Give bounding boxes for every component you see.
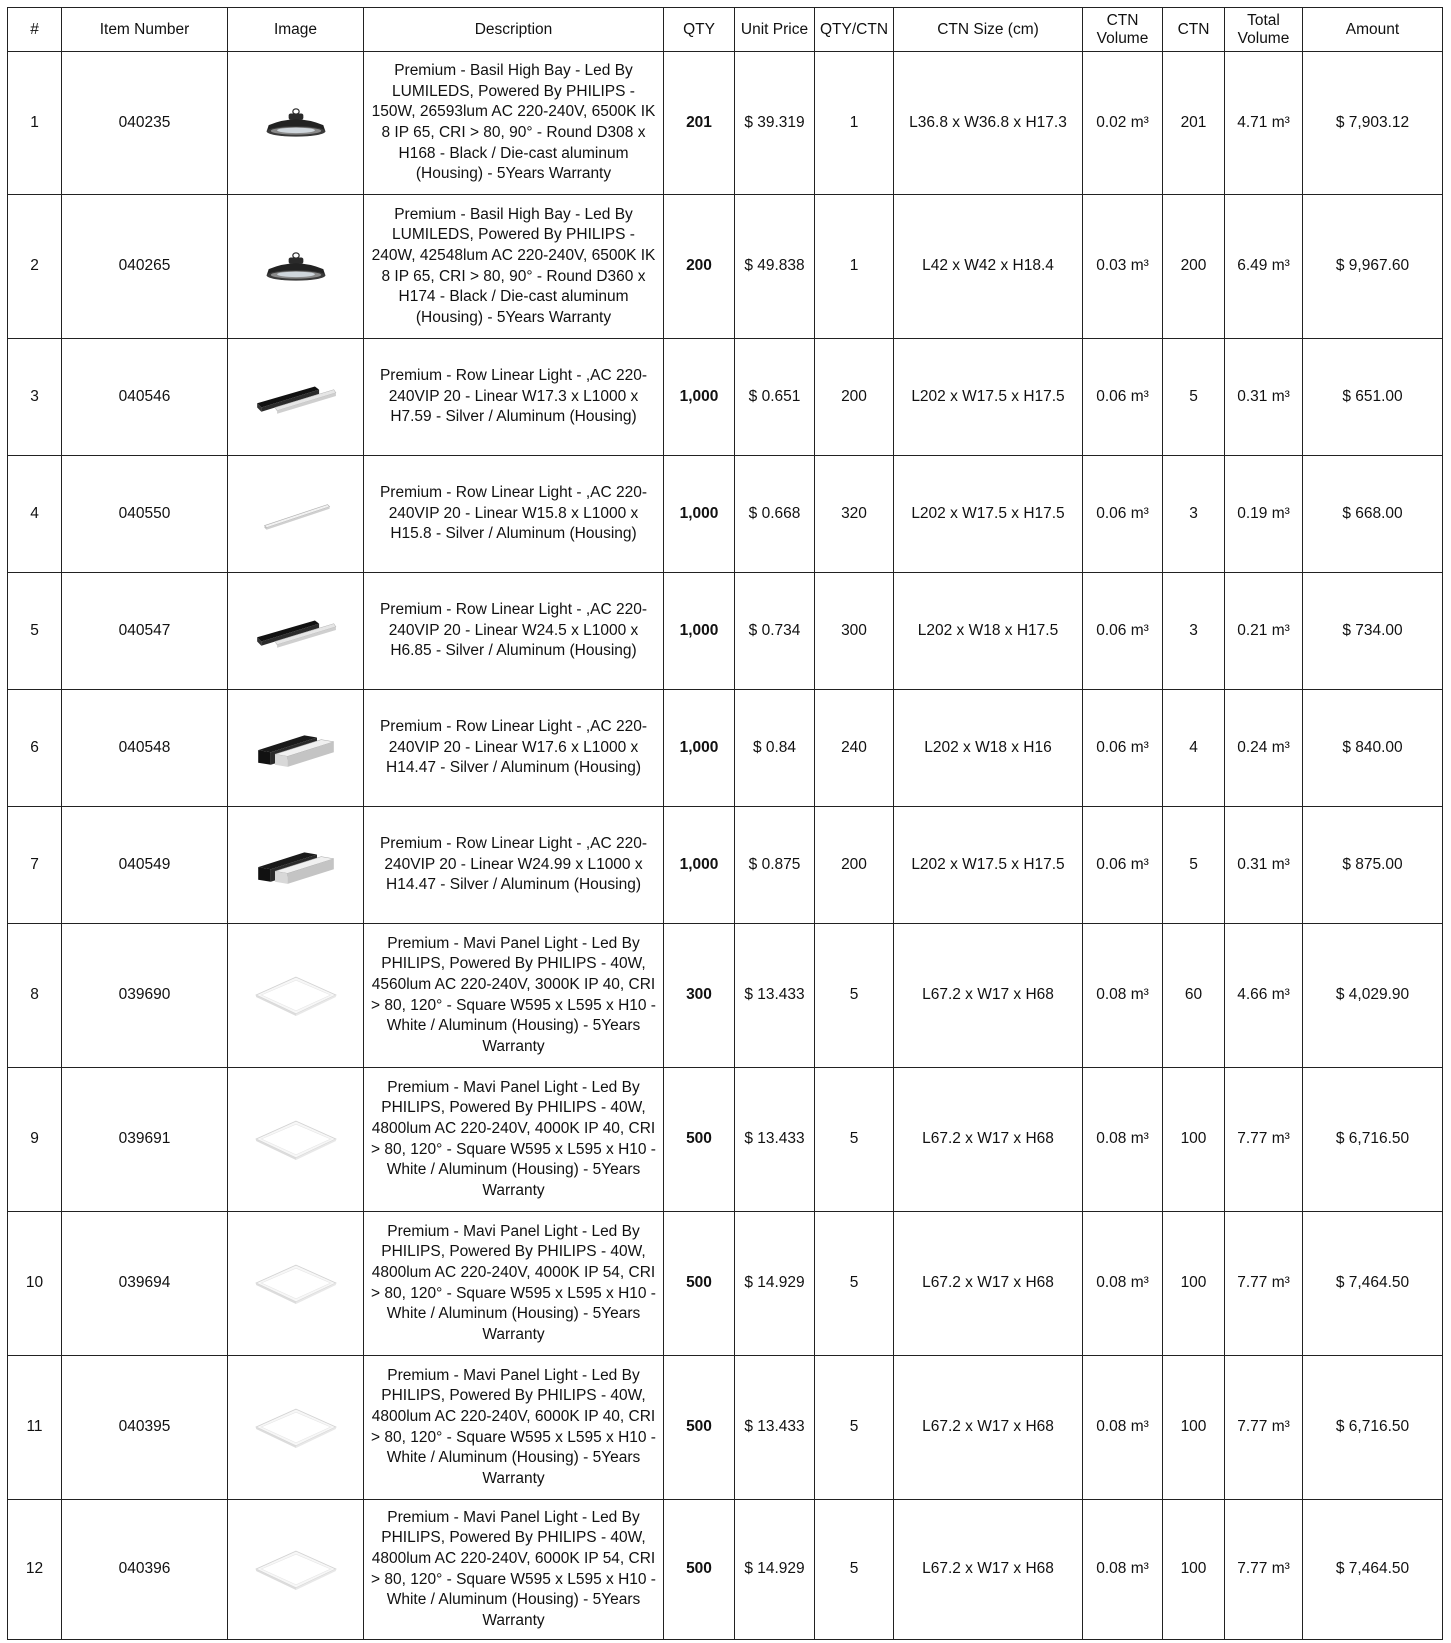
unit-price: $ 14.929 xyxy=(735,1500,815,1640)
description: Premium - Mavi Panel Light - Led By PHILIPS, Powered By PHILIPS - 40W, 4800lum AC 220-240V, 6000K IP 54, CRI > 80, 120° - Square W595 x L595 x H10 - White / Aluminum (Housing) - 5Years Warranty xyxy=(364,1500,664,1640)
product-image-cell xyxy=(228,924,364,1068)
qty: 500 xyxy=(664,1356,735,1500)
description: Premium - Row Linear Light - ,AC 220-240VIP 20 - Linear W24.5 x L1000 x H6.85 - Silver / Aluminum (Housing) xyxy=(364,573,664,690)
ctn-size: L67.2 x W17 x H68 xyxy=(894,924,1083,1068)
column-header-description: Description xyxy=(364,8,664,52)
row-index: 3 xyxy=(8,339,62,456)
amount: $ 668.00 xyxy=(1303,456,1443,573)
column-header-amount: Amount xyxy=(1303,8,1443,52)
product-image-cell xyxy=(228,52,364,195)
total-volume: 0.31 m³ xyxy=(1225,807,1303,924)
unit-price: $ 13.433 xyxy=(735,924,815,1068)
total-volume: 0.24 m³ xyxy=(1225,690,1303,807)
column-header-ctn-size: CTN Size (cm) xyxy=(894,8,1083,52)
linear-profile-white-image xyxy=(254,493,338,535)
total-volume: 6.49 m³ xyxy=(1225,195,1303,339)
ctn-count: 5 xyxy=(1163,807,1225,924)
highbay-image xyxy=(254,246,338,288)
description: Premium - Mavi Panel Light - Led By PHILIPS, Powered By PHILIPS - 40W, 4560lum AC 220-240V, 3000K IP 40, CRI > 80, 120° - Square W595 x L595 x H10 - White / Aluminum (Housing) - 5Years Warranty xyxy=(364,924,664,1068)
ctn-count: 201 xyxy=(1163,52,1225,195)
product-image-cell xyxy=(228,456,364,573)
ctn-size: L202 x W17.5 x H17.5 xyxy=(894,456,1083,573)
ctn-count: 5 xyxy=(1163,339,1225,456)
ctn-volume: 0.08 m³ xyxy=(1083,1212,1163,1356)
qty-per-ctn: 5 xyxy=(815,1212,894,1356)
total-volume: 4.71 m³ xyxy=(1225,52,1303,195)
item-number: 040235 xyxy=(62,52,228,195)
total-volume: 7.77 m³ xyxy=(1225,1356,1303,1500)
unit-price: $ 0.651 xyxy=(735,339,815,456)
qty-per-ctn: 5 xyxy=(815,1500,894,1640)
ctn-volume: 0.08 m³ xyxy=(1083,1356,1163,1500)
ctn-volume: 0.08 m³ xyxy=(1083,924,1163,1068)
amount: $ 7,903.12 xyxy=(1303,52,1443,195)
panel-light-image xyxy=(254,1549,338,1591)
qty-per-ctn: 300 xyxy=(815,573,894,690)
column-header-ctn-volume: CTN Volume xyxy=(1083,8,1163,52)
description: Premium - Mavi Panel Light - Led By PHILIPS, Powered By PHILIPS - 40W, 4800lum AC 220-240V, 4000K IP 54, CRI > 80, 120° - Square W595 x L595 x H10 - White / Aluminum (Housing) - 5Years Warranty xyxy=(364,1212,664,1356)
amount: $ 9,967.60 xyxy=(1303,195,1443,339)
table-row xyxy=(8,690,1443,807)
row-index: 9 xyxy=(8,1068,62,1212)
ctn-volume: 0.03 m³ xyxy=(1083,195,1163,339)
unit-price: $ 39.319 xyxy=(735,52,815,195)
row-index: 1 xyxy=(8,52,62,195)
unit-price: $ 0.734 xyxy=(735,573,815,690)
item-number: 039694 xyxy=(62,1212,228,1356)
column-header-item-number: Item Number xyxy=(62,8,228,52)
panel-light-image xyxy=(254,975,338,1017)
description: Premium - Mavi Panel Light - Led By PHILIPS, Powered By PHILIPS - 40W, 4800lum AC 220-240V, 4000K IP 40, CRI > 80, 120° - Square W595 x L595 x H10 - White / Aluminum (Housing) - 5Years Warranty xyxy=(364,1068,664,1212)
column-header-ctn: CTN xyxy=(1163,8,1225,52)
amount: $ 651.00 xyxy=(1303,339,1443,456)
total-volume: 7.77 m³ xyxy=(1225,1500,1303,1640)
unit-price: $ 0.84 xyxy=(735,690,815,807)
ctn-volume: 0.06 m³ xyxy=(1083,339,1163,456)
row-index: 12 xyxy=(8,1500,62,1640)
highbay-image xyxy=(254,102,338,144)
ctn-size: L42 x W42 x H18.4 xyxy=(894,195,1083,339)
qty: 1,000 xyxy=(664,573,735,690)
table-row xyxy=(8,807,1443,924)
table-row xyxy=(8,1212,1443,1356)
ctn-count: 200 xyxy=(1163,195,1225,339)
qty-per-ctn: 1 xyxy=(815,52,894,195)
column-header-image: Image xyxy=(228,8,364,52)
product-image-cell xyxy=(228,339,364,456)
row-index: 11 xyxy=(8,1356,62,1500)
item-number: 040548 xyxy=(62,690,228,807)
column-header-qty-per-ctn: QTY/CTN xyxy=(815,8,894,52)
table-row xyxy=(8,1068,1443,1212)
amount: $ 6,716.50 xyxy=(1303,1068,1443,1212)
panel-light-image xyxy=(254,1119,338,1161)
qty-per-ctn: 200 xyxy=(815,807,894,924)
amount: $ 734.00 xyxy=(1303,573,1443,690)
ctn-count: 100 xyxy=(1163,1356,1225,1500)
qty-per-ctn: 5 xyxy=(815,924,894,1068)
product-image-cell xyxy=(228,807,364,924)
total-volume: 7.77 m³ xyxy=(1225,1212,1303,1356)
qty: 500 xyxy=(664,1212,735,1356)
qty: 1,000 xyxy=(664,690,735,807)
ctn-volume: 0.08 m³ xyxy=(1083,1500,1163,1640)
table-row xyxy=(8,573,1443,690)
ctn-size: L67.2 x W17 x H68 xyxy=(894,1068,1083,1212)
description: Premium - Mavi Panel Light - Led By PHILIPS, Powered By PHILIPS - 40W, 4800lum AC 220-240V, 6000K IP 40, CRI > 80, 120° - Square W595 x L595 x H10 - White / Aluminum (Housing) - 5Years Warranty xyxy=(364,1356,664,1500)
product-image-cell xyxy=(228,1068,364,1212)
amount: $ 7,464.50 xyxy=(1303,1212,1443,1356)
ctn-size: L202 x W18 x H16 xyxy=(894,690,1083,807)
qty-per-ctn: 1 xyxy=(815,195,894,339)
column-header-index: # xyxy=(8,8,62,52)
amount: $ 840.00 xyxy=(1303,690,1443,807)
ctn-volume: 0.08 m³ xyxy=(1083,1068,1163,1212)
linear-profile-black-white-image xyxy=(254,376,338,418)
qty-per-ctn: 320 xyxy=(815,456,894,573)
column-header-qty: QTY xyxy=(664,8,735,52)
qty: 300 xyxy=(664,924,735,1068)
item-number: 040265 xyxy=(62,195,228,339)
ctn-size: L67.2 x W17 x H68 xyxy=(894,1212,1083,1356)
table-row xyxy=(8,924,1443,1068)
unit-price: $ 49.838 xyxy=(735,195,815,339)
total-volume: 7.77 m³ xyxy=(1225,1068,1303,1212)
ctn-volume: 0.06 m³ xyxy=(1083,456,1163,573)
qty: 1,000 xyxy=(664,456,735,573)
linear-profile-deep-image xyxy=(254,844,338,886)
row-index: 5 xyxy=(8,573,62,690)
amount: $ 4,029.90 xyxy=(1303,924,1443,1068)
qty-per-ctn: 5 xyxy=(815,1356,894,1500)
total-volume: 4.66 m³ xyxy=(1225,924,1303,1068)
item-number: 040395 xyxy=(62,1356,228,1500)
ctn-volume: 0.06 m³ xyxy=(1083,807,1163,924)
row-index: 7 xyxy=(8,807,62,924)
ctn-count: 100 xyxy=(1163,1212,1225,1356)
table-row xyxy=(8,339,1443,456)
item-number: 040546 xyxy=(62,339,228,456)
item-number: 039691 xyxy=(62,1068,228,1212)
row-index: 10 xyxy=(8,1212,62,1356)
table-row xyxy=(8,52,1443,195)
description: Premium - Row Linear Light - ,AC 220-240VIP 20 - Linear W17.3 x L1000 x H7.59 - Silver / Aluminum (Housing) xyxy=(364,339,664,456)
qty: 500 xyxy=(664,1068,735,1212)
item-number: 039690 xyxy=(62,924,228,1068)
qty: 500 xyxy=(664,1500,735,1640)
qty-per-ctn: 240 xyxy=(815,690,894,807)
ctn-size: L202 x W17.5 x H17.5 xyxy=(894,807,1083,924)
amount: $ 6,716.50 xyxy=(1303,1356,1443,1500)
description: Premium - Row Linear Light - ,AC 220-240VIP 20 - Linear W15.8 x L1000 x H15.8 - Silver / Aluminum (Housing) xyxy=(364,456,664,573)
amount: $ 7,464.50 xyxy=(1303,1500,1443,1640)
ctn-count: 4 xyxy=(1163,690,1225,807)
table-row xyxy=(8,195,1443,339)
item-number: 040547 xyxy=(62,573,228,690)
item-number: 040550 xyxy=(62,456,228,573)
row-index: 6 xyxy=(8,690,62,807)
ctn-count: 100 xyxy=(1163,1500,1225,1640)
ctn-count: 100 xyxy=(1163,1068,1225,1212)
description: Premium - Row Linear Light - ,AC 220-240VIP 20 - Linear W24.99 x L1000 x H14.47 - Silver / Aluminum (Housing) xyxy=(364,807,664,924)
table-row xyxy=(8,456,1443,573)
qty: 1,000 xyxy=(664,339,735,456)
ctn-size: L36.8 x W36.8 x H17.3 xyxy=(894,52,1083,195)
row-index: 2 xyxy=(8,195,62,339)
table-row xyxy=(8,1500,1443,1640)
total-volume: 0.19 m³ xyxy=(1225,456,1303,573)
qty-per-ctn: 200 xyxy=(815,339,894,456)
ctn-volume: 0.06 m³ xyxy=(1083,690,1163,807)
ctn-volume: 0.02 m³ xyxy=(1083,52,1163,195)
description: Premium - Basil High Bay - Led By LUMILEDS, Powered By PHILIPS - 240W, 42548lum AC 220-240V, 6500K IK 8 IP 65, CRI > 80, 90° - Round D360 x H174 - Black / Die-cast aluminum (Housing) - 5Years Warranty xyxy=(364,195,664,339)
item-number: 040396 xyxy=(62,1500,228,1640)
description: Premium - Row Linear Light - ,AC 220-240VIP 20 - Linear W17.6 x L1000 x H14.47 - Silver / Aluminum (Housing) xyxy=(364,690,664,807)
unit-price: $ 13.433 xyxy=(735,1356,815,1500)
panel-light-image xyxy=(254,1407,338,1449)
item-number: 040549 xyxy=(62,807,228,924)
total-volume: 0.21 m³ xyxy=(1225,573,1303,690)
ctn-size: L67.2 x W17 x H68 xyxy=(894,1500,1083,1640)
quotation-table-wrapper xyxy=(7,7,1443,1640)
product-image-cell xyxy=(228,690,364,807)
ctn-size: L202 x W18 x H17.5 xyxy=(894,573,1083,690)
column-header-unit-price: Unit Price xyxy=(735,8,815,52)
linear-profile-black-white-image xyxy=(254,610,338,652)
qty: 1,000 xyxy=(664,807,735,924)
product-image-cell xyxy=(228,1212,364,1356)
table-row xyxy=(8,1356,1443,1500)
panel-light-image xyxy=(254,1263,338,1305)
ctn-size: L202 x W17.5 x H17.5 xyxy=(894,339,1083,456)
column-header-total-volume: Total Volume xyxy=(1225,8,1303,52)
unit-price: $ 14.929 xyxy=(735,1212,815,1356)
description: Premium - Basil High Bay - Led By LUMILEDS, Powered By PHILIPS - 150W, 26593lum AC 220-240V, 6500K IK 8 IP 65, CRI > 80, 90° - Round D308 x H168 - Black / Die-cast aluminum (Housing) - 5Years Warranty xyxy=(364,52,664,195)
product-image-cell xyxy=(228,1500,364,1640)
ctn-count: 3 xyxy=(1163,573,1225,690)
unit-price: $ 0.668 xyxy=(735,456,815,573)
ctn-size: L67.2 x W17 x H68 xyxy=(894,1356,1083,1500)
ctn-count: 3 xyxy=(1163,456,1225,573)
ctn-count: 60 xyxy=(1163,924,1225,1068)
qty: 201 xyxy=(664,52,735,195)
unit-price: $ 13.433 xyxy=(735,1068,815,1212)
qty: 200 xyxy=(664,195,735,339)
unit-price: $ 0.875 xyxy=(735,807,815,924)
total-volume: 0.31 m³ xyxy=(1225,339,1303,456)
product-image-cell xyxy=(228,1356,364,1500)
product-image-cell xyxy=(228,573,364,690)
ctn-volume: 0.06 m³ xyxy=(1083,573,1163,690)
linear-profile-deep-image xyxy=(254,727,338,769)
amount: $ 875.00 xyxy=(1303,807,1443,924)
qty-per-ctn: 5 xyxy=(815,1068,894,1212)
header-row xyxy=(8,8,1443,52)
row-index: 8 xyxy=(8,924,62,1068)
product-quotation-table xyxy=(7,7,1443,1640)
product-image-cell xyxy=(228,195,364,339)
row-index: 4 xyxy=(8,456,62,573)
